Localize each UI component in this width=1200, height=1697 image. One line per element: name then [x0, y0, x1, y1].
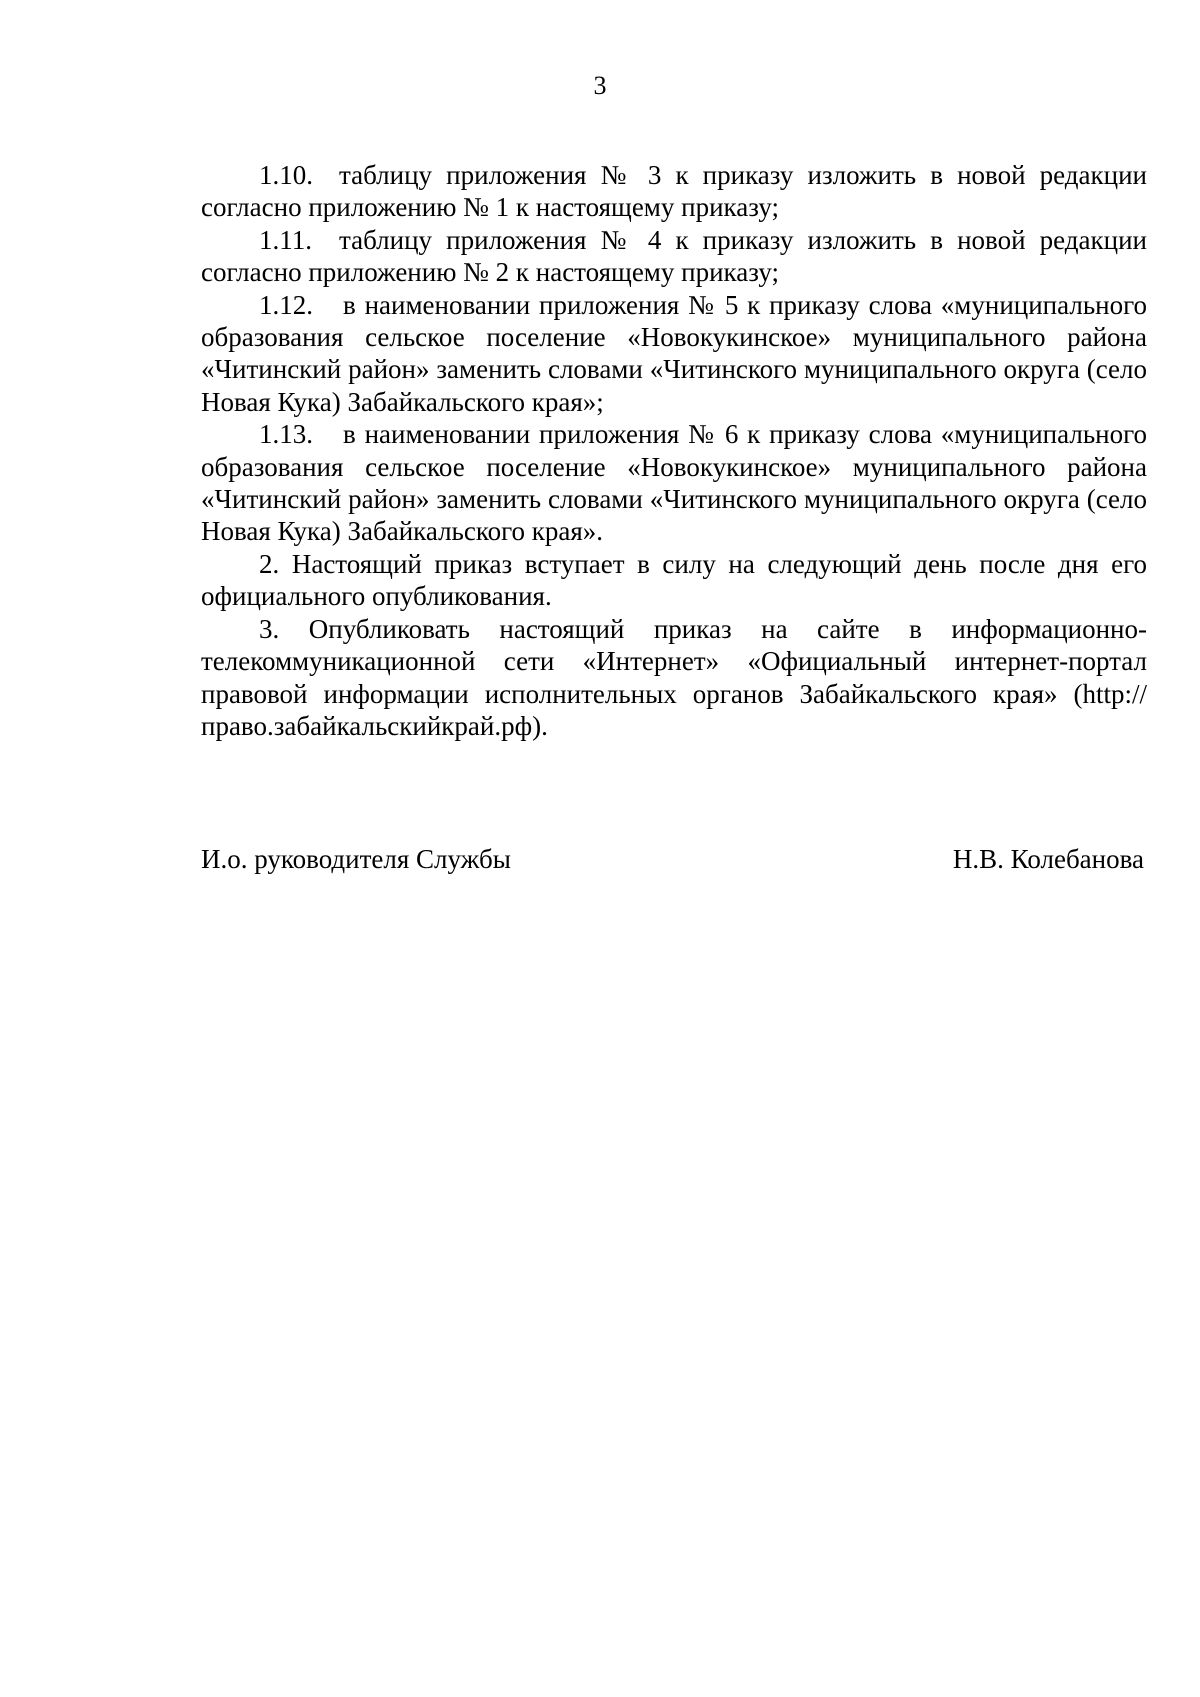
clause-number: 1.12. [259, 289, 313, 320]
clause-text: Настоящий приказ вступает в силу на следующий день после дня его официального опубликования. [201, 548, 1147, 612]
clause-number: 1.10. [259, 160, 313, 190]
clause-text: Опубликовать настоящий приказ на сайте в информационно-телекоммуникационной сети «Интернет» «Официальный интернет-портал правовой информации исполнительных органов Забайкальского края» (http://право.забайкальскийкрай.рф). [201, 613, 1148, 741]
clause-1-11 [201, 224, 1147, 289]
clause-text: в наименовании приложения № 6 к приказу слова «муниципального образования сельское поселение «Новокукинское» муниципального района «Читинский район» заменить словами «Читинского муниципального округа (село Новая Кука) Забайкальского края». [201, 419, 1147, 547]
order-body [201, 159, 1147, 742]
signatory-name: Н.В. Колебанова [952, 844, 1144, 874]
clause-text: в наименовании приложения № 5 к приказу слова «муниципального образования сельское поселение «Новокукинское» муниципального района «Читинский район» заменить словами «Читинского муниципального округа (село Новая Кука) Забайкальского края»; [201, 289, 1147, 417]
page-number: 3 [593, 71, 607, 100]
signatory-position: И.о. руководителя Службы [201, 844, 511, 874]
clause-number: 1.13. [259, 419, 313, 450]
clause-text: таблицу приложения № 3 к приказу изложить в новой редакции согласно приложению № 1 к настоящему приказу; [201, 160, 1147, 223]
clause-number: 2. [259, 548, 280, 579]
clause-text: таблицу приложения № 4 к приказу изложить в новой редакции согласно приложению № 2 к настоящему приказу; [201, 224, 1147, 288]
clause-1-10 [201, 159, 1147, 224]
clause-1-13 [201, 418, 1147, 548]
clause-number: 1.11. [259, 224, 312, 255]
clause-number: 3. [259, 613, 280, 644]
clause-2 [201, 548, 1147, 613]
clause-3 [201, 613, 1147, 743]
clause-1-12 [201, 289, 1147, 419]
